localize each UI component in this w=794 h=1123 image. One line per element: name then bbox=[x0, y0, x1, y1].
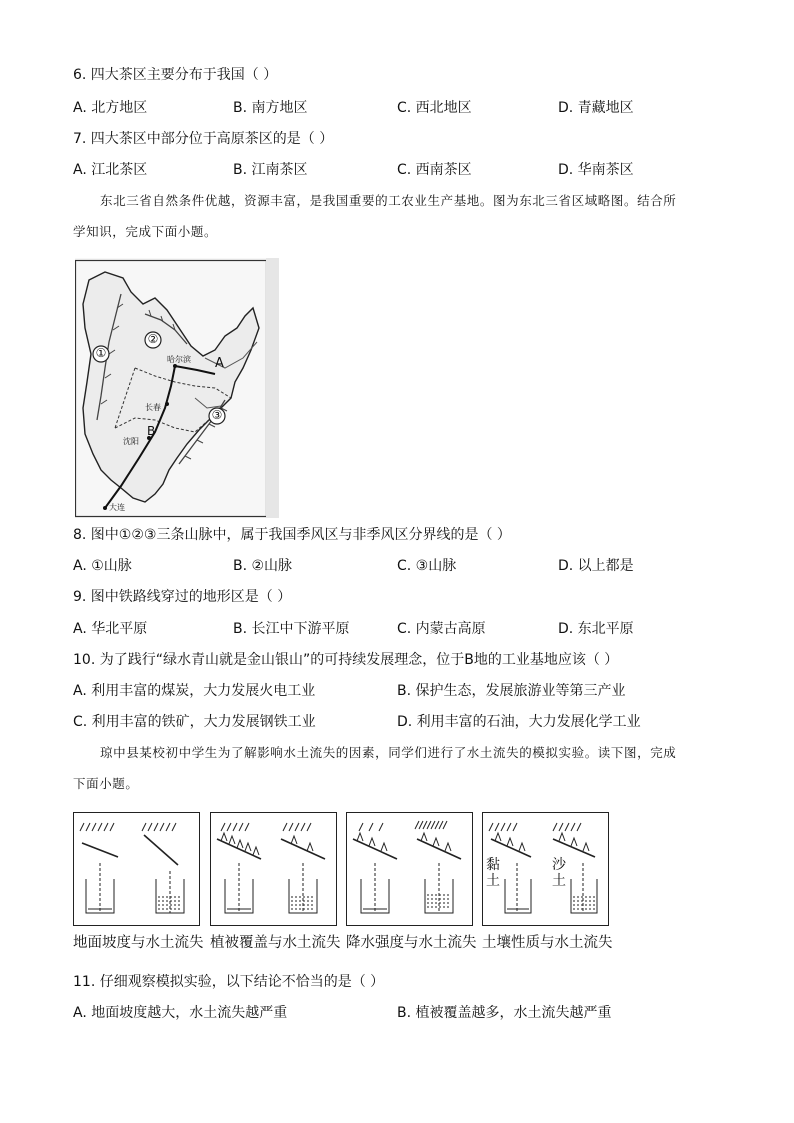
experiment-panel-rainfall bbox=[346, 812, 473, 926]
q6-option-b: B. 南方地区 bbox=[233, 100, 308, 116]
caption-vegetation: 植被覆盖与水土流失 bbox=[210, 935, 341, 951]
q10-option-a: A. 利用丰富的煤炭，大力发展火电工业 bbox=[73, 683, 316, 699]
question-9-stem: 9. 图中铁路线穿过的地形区是（ ） bbox=[73, 589, 292, 605]
intro-experiment-line1: 琼中县某校初中学生为了解影响水土流失的因素，同学们进行了水土流失的模拟实验。读下图，完成 bbox=[100, 745, 677, 760]
map-label-dalian: 大连 bbox=[109, 503, 125, 512]
map-label-range-3: ③ bbox=[211, 408, 223, 422]
map-label-changchun: 长春 bbox=[145, 403, 161, 412]
q8-option-d: D. 以上都是 bbox=[558, 558, 634, 574]
map-label-range-2: ② bbox=[147, 332, 159, 346]
q7-option-a: A. 江北茶区 bbox=[73, 162, 148, 178]
q6-option-c: C. 西北地区 bbox=[397, 100, 472, 116]
q8-option-b: B. ②山脉 bbox=[233, 558, 293, 574]
q11-option-a: A. 地面坡度越大，水土流失越严重 bbox=[73, 1005, 288, 1021]
question-7-stem: 7. 四大茶区中部分位于高原茶区的是（ ） bbox=[73, 131, 334, 147]
northeast-map bbox=[75, 258, 279, 518]
map-label-harbin: 哈尔滨 bbox=[167, 355, 191, 364]
intro-northeast-line1: 东北三省自然条件优越，资源丰富，是我国重要的工农业生产基地。图为东北三省区域略图。结合所 bbox=[100, 193, 677, 208]
experiment-vegetation-drawing bbox=[211, 813, 335, 925]
q9-option-b: B. 长江中下游平原 bbox=[233, 621, 350, 637]
q9-option-c: C. 内蒙古高原 bbox=[397, 621, 486, 637]
question-8-stem: 8. 图中①②③三条山脉中，属于我国季风区与非季风区分界线的是（ ） bbox=[73, 527, 511, 543]
map-label-shenyang: 沈阳 bbox=[123, 437, 139, 446]
q7-option-d: D. 华南茶区 bbox=[558, 162, 634, 178]
map-label-range-1: ① bbox=[95, 346, 107, 360]
experiment-soil-drawing bbox=[483, 813, 607, 925]
experiment-panel-vegetation bbox=[210, 812, 337, 926]
q8-option-a: A. ①山脉 bbox=[73, 558, 132, 574]
q10-option-b: B. 保护生态，发展旅游业等第三产业 bbox=[397, 683, 626, 699]
q7-option-c: C. 西南茶区 bbox=[397, 162, 472, 178]
q6-option-d: D. 青藏地区 bbox=[558, 100, 634, 116]
experiment-panel-soil bbox=[482, 812, 609, 926]
question-10-stem: 10. 为了践行“绿水青山就是金山银山”的可持续发展理念，位于B地的工业基地应该（ ） bbox=[73, 652, 619, 668]
q6-option-a: A. 北方地区 bbox=[73, 100, 148, 116]
q10-option-d: D. 利用丰富的石油，大力发展化学工业 bbox=[397, 714, 641, 730]
caption-soil: 土壤性质与水土流失 bbox=[482, 935, 613, 951]
q11-option-b: B. 植被覆盖越多，水土流失越严重 bbox=[397, 1005, 612, 1021]
caption-slope: 地面坡度与水土流失 bbox=[73, 935, 204, 951]
soil-label-clay: 黏 土 bbox=[486, 857, 500, 889]
experiment-slope-drawing bbox=[74, 813, 198, 925]
question-11-stem: 11. 仔细观察模拟实验，以下结论不恰当的是（ ） bbox=[73, 974, 385, 990]
intro-experiment-line2: 下面小题。 bbox=[73, 776, 139, 791]
q9-option-a: A. 华北平原 bbox=[73, 621, 148, 637]
map-label-a: A bbox=[215, 356, 224, 371]
intro-northeast-line2: 学知识，完成下面小题。 bbox=[73, 224, 218, 239]
question-6-stem: 6. 四大茶区主要分布于我国（ ） bbox=[73, 67, 278, 83]
experiment-panel-slope bbox=[73, 812, 200, 926]
northeast-map-drawing bbox=[75, 258, 279, 518]
experiment-rainfall-drawing bbox=[347, 813, 471, 925]
caption-rainfall: 降水强度与水土流失 bbox=[346, 935, 477, 951]
q8-option-c: C. ③山脉 bbox=[397, 558, 457, 574]
map-label-b: B bbox=[147, 424, 156, 438]
soil-label-sand: 沙 土 bbox=[552, 857, 566, 889]
q9-option-d: D. 东北平原 bbox=[558, 621, 634, 637]
q7-option-b: B. 江南茶区 bbox=[233, 162, 308, 178]
q10-option-c: C. 利用丰富的铁矿，大力发展钢铁工业 bbox=[73, 714, 316, 730]
